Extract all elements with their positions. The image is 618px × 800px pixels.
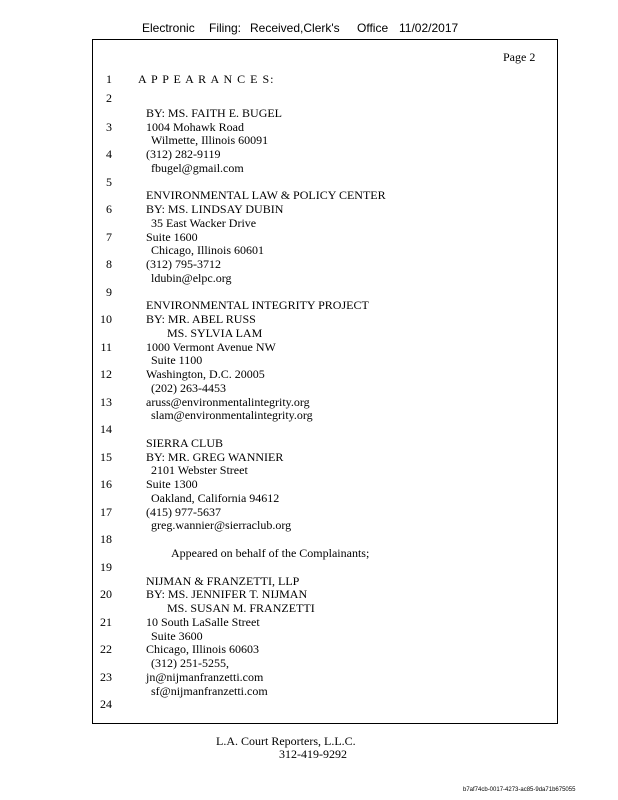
line-number: 9 xyxy=(106,285,112,299)
transcript-text: MS. SUSAN M. FRANZETTI xyxy=(167,601,315,615)
footer-phone: 312-419-9292 xyxy=(279,747,347,761)
transcript-text: ldubin@elpc.org xyxy=(151,271,232,285)
transcript-text: 1000 Vermont Avenue NW xyxy=(146,340,276,354)
appearances-heading: A P P E A R A N C E S: xyxy=(138,72,275,86)
transcript-text: 35 East Wacker Drive xyxy=(151,216,257,230)
transcript-text: sf@nijmanfranzetti.com xyxy=(151,684,268,698)
transcript-text: (202) 263-4453 xyxy=(151,381,226,395)
header-received-clerks: Received,Clerk's xyxy=(250,21,340,35)
transcript-text: Suite 1300 xyxy=(146,477,198,491)
transcript-text: ENVIRONMENTAL LAW & POLICY CENTER xyxy=(146,188,386,202)
transcript-text: 10 South LaSalle Street xyxy=(146,615,260,629)
transcript-text: aruss@environmentalintegrity.org xyxy=(146,395,310,409)
header-filing: Filing: xyxy=(209,21,242,35)
transcript-text: Chicago, Illinois 60601 xyxy=(151,243,264,257)
line-number: 5 xyxy=(106,175,112,189)
line-number: 6 xyxy=(106,202,112,216)
page-number: Page 2 xyxy=(503,50,536,64)
line-number: 12 xyxy=(100,367,112,381)
document-hash: b7af74cb-0017-4273-ac85-9da71b675055 xyxy=(463,787,576,793)
transcript-text: Oakland, California 94612 xyxy=(151,491,280,505)
transcript-text: fbugel@gmail.com xyxy=(151,161,244,175)
transcript-text: Wilmette, Illinois 60091 xyxy=(151,133,269,147)
header-date: 11/02/2017 xyxy=(399,21,459,35)
line-number: 14 xyxy=(100,422,112,436)
line-number: 19 xyxy=(100,560,112,574)
transcript-text: BY: MS. LINDSAY DUBIN xyxy=(146,202,284,216)
transcript-text: Appeared on behalf of the Complainants; xyxy=(171,546,370,560)
header-electronic: Electronic xyxy=(142,21,195,35)
line-number: 18 xyxy=(100,532,112,546)
transcript-text: Suite 1100 xyxy=(151,353,203,367)
transcript-text: greg.wannier@sierraclub.org xyxy=(151,518,292,532)
header-office: Office xyxy=(357,21,389,35)
line-number: 16 xyxy=(100,477,112,491)
transcript-text: ENVIRONMENTAL INTEGRITY PROJECT xyxy=(146,298,369,312)
line-number: 10 xyxy=(100,312,112,326)
transcript-text: Washington, D.C. 20005 xyxy=(146,367,265,381)
transcript-text: BY: MS. FAITH E. BUGEL xyxy=(146,106,283,120)
line-number: 24 xyxy=(100,697,112,711)
line-number: 23 xyxy=(100,670,112,684)
transcript-text: (312) 251-5255, xyxy=(151,656,229,670)
transcript-text: 2101 Webster Street xyxy=(151,463,248,477)
transcript-text: NIJMAN & FRANZETTI, LLP xyxy=(146,574,300,588)
transcript-text: Suite 1600 xyxy=(146,230,198,244)
transcript-text: SIERRA CLUB xyxy=(146,436,224,450)
transcript-text: (312) 795-3712 xyxy=(146,257,221,271)
transcript-text: MS. SYLVIA LAM xyxy=(167,326,263,340)
footer-company: L.A. Court Reporters, L.L.C. xyxy=(216,734,356,748)
transcript-text: Suite 3600 xyxy=(151,629,203,643)
line-number: 7 xyxy=(106,230,112,244)
line-number: 2 xyxy=(106,91,112,105)
line-number: 22 xyxy=(100,642,112,656)
line-number: 13 xyxy=(100,395,112,409)
line-number: 21 xyxy=(100,615,112,629)
line-number: 3 xyxy=(106,120,112,134)
line-number: 11 xyxy=(100,340,112,354)
transcript-text: Chicago, Illinois 60603 xyxy=(146,642,259,656)
line-number: 1 xyxy=(106,72,112,86)
transcript-text: BY: MS. JENNIFER T. NIJMAN xyxy=(146,587,308,601)
transcript-text: (312) 282-9119 xyxy=(146,147,221,161)
transcript-text: slam@environmentalintegrity.org xyxy=(151,408,313,422)
line-number: 15 xyxy=(100,450,112,464)
transcript-text: 1004 Mohawk Road xyxy=(146,120,244,134)
line-number: 20 xyxy=(100,587,112,601)
line-number: 4 xyxy=(106,147,112,161)
line-number: 8 xyxy=(106,257,112,271)
transcript-text: BY: MR. ABEL RUSS xyxy=(146,312,256,326)
transcript-text: jn@nijmanfranzetti.com xyxy=(146,670,264,684)
line-number: 17 xyxy=(100,505,112,519)
transcript-text: (415) 977-5637 xyxy=(146,505,221,519)
transcript-text: BY: MR. GREG WANNIER xyxy=(146,450,284,464)
